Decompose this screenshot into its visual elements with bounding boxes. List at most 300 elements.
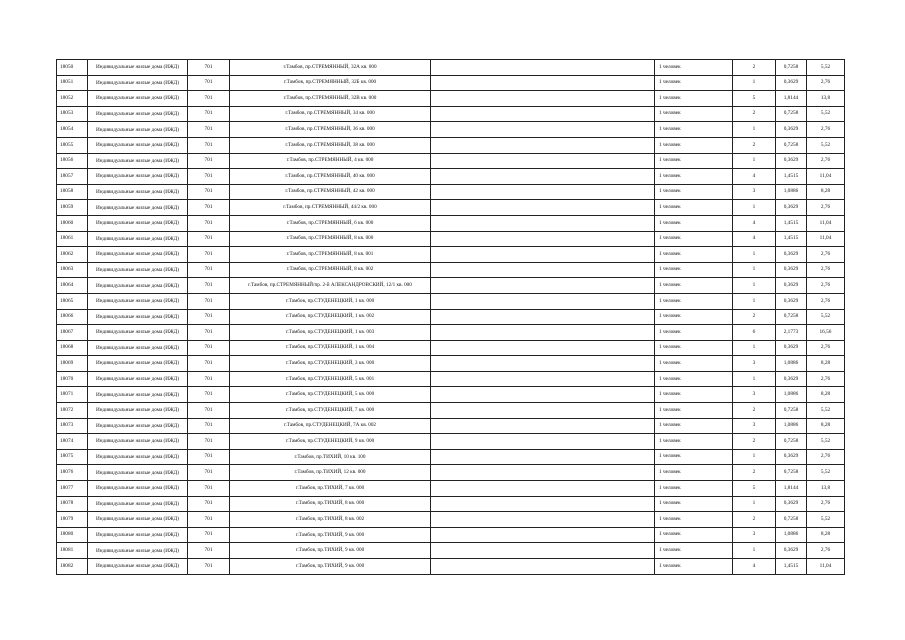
code-cell: 701	[188, 231, 230, 247]
account-number-cell: 18064	[57, 278, 88, 294]
address-cell: г.Тамбов, пр.ТИХИЙ, 12 кв. 000	[230, 465, 431, 481]
persons-count-cell: 1	[733, 247, 776, 263]
persons-count-cell: 4	[733, 231, 776, 247]
code-cell: 701	[188, 465, 230, 481]
amount-cell: 11,04	[807, 169, 845, 185]
address-cell: г.Тамбов, пр.ТИХИЙ, 10 кв. 100	[230, 449, 431, 465]
account-number-cell: 18061	[57, 231, 88, 247]
holder-cell: 1 человек	[655, 481, 733, 497]
holder-cell: 1 человек	[655, 122, 733, 138]
amount-cell: 5,52	[807, 512, 845, 528]
amount-cell: 16,56	[807, 325, 845, 341]
table-row	[57, 184, 845, 200]
address-cell: г.Тамбов, пр.СТРЕМЯННЫЙ, 8 кв. 001	[230, 247, 431, 263]
amount-cell: 2,76	[807, 200, 845, 216]
building-type-cell: Индивидуальные жилые дома (ИЖД)	[88, 137, 188, 153]
code-cell: 701	[188, 293, 230, 309]
amount-cell: 5,52	[807, 137, 845, 153]
holder-cell: 1 человек	[655, 371, 733, 387]
account-number-cell: 18070	[57, 371, 88, 387]
holder-cell: 1 человек	[655, 75, 733, 91]
account-number-cell: 18060	[57, 215, 88, 231]
holder-cell: 1 человек	[655, 527, 733, 543]
norm-volume-cell: 1,4515	[776, 169, 807, 185]
persons-count-cell: 5	[733, 481, 776, 497]
norm-volume-cell: 0,3629	[776, 543, 807, 559]
building-type-cell: Индивидуальные жилые дома (ИЖД)	[88, 231, 188, 247]
persons-count-cell: 3	[733, 387, 776, 403]
holder-cell: 1 человек	[655, 309, 733, 325]
building-type-cell: Индивидуальные жилые дома (ИЖД)	[88, 247, 188, 263]
building-type-cell: Индивидуальные жилые дома (ИЖД)	[88, 387, 188, 403]
norm-volume-cell: 0,7258	[776, 106, 807, 122]
account-number-cell: 18079	[57, 512, 88, 528]
address-cell: г.Тамбов, пр.СТРЕМЯННЫЙ, 42 кв. 000	[230, 184, 431, 200]
persons-count-cell: 1	[733, 371, 776, 387]
empty-cell	[431, 184, 655, 200]
persons-count-cell: 3	[733, 418, 776, 434]
holder-cell: 1 человек	[655, 278, 733, 294]
address-cell: г.Тамбов, пр.СТУДЕНЕЦКИЙ, 5 кв. 001	[230, 371, 431, 387]
amount-cell: 2,76	[807, 262, 845, 278]
amount-cell: 2,76	[807, 496, 845, 512]
table-row	[57, 496, 845, 512]
code-cell: 701	[188, 481, 230, 497]
code-cell: 701	[188, 137, 230, 153]
account-number-cell: 18053	[57, 106, 88, 122]
amount-cell: 8,28	[807, 356, 845, 372]
norm-volume-cell: 0,3629	[776, 496, 807, 512]
holder-cell: 1 человек	[655, 215, 733, 231]
address-cell: г.Тамбов, пр.ТИХИЙ, 8 кв. 000	[230, 496, 431, 512]
empty-cell	[431, 403, 655, 419]
table-row	[57, 481, 845, 497]
building-type-cell: Индивидуальные жилые дома (ИЖД)	[88, 309, 188, 325]
code-cell: 701	[188, 559, 230, 575]
address-cell: г.Тамбов, пр.СТРЕМЯННЫЙ, 6 кв. 000	[230, 215, 431, 231]
amount-cell: 8,28	[807, 527, 845, 543]
building-type-cell: Индивидуальные жилые дома (ИЖД)	[88, 169, 188, 185]
address-cell: г.Тамбов, пр.СТРЕМЯННЫЙ, 8 кв. 002	[230, 262, 431, 278]
table-row	[57, 122, 845, 138]
holder-cell: 1 человек	[655, 465, 733, 481]
empty-cell	[431, 527, 655, 543]
holder-cell: 1 человек	[655, 356, 733, 372]
address-cell: г.Тамбов, пр.СТУДЕНЕЦКИЙ, 7А кв. 002	[230, 418, 431, 434]
amount-cell: 5,52	[807, 60, 845, 76]
address-cell: г.Тамбов, пр.СТРЕМЯННЫЙ, 32Б кв. 000	[230, 75, 431, 91]
norm-volume-cell: 2,1773	[776, 325, 807, 341]
account-number-cell: 18058	[57, 184, 88, 200]
building-type-cell: Индивидуальные жилые дома (ИЖД)	[88, 75, 188, 91]
empty-cell	[431, 325, 655, 341]
building-type-cell: Индивидуальные жилые дома (ИЖД)	[88, 418, 188, 434]
address-cell: г.Тамбов, пр.СТУДЕНЕЦКИЙ, 9 кв. 000	[230, 434, 431, 450]
holder-cell: 1 человек	[655, 106, 733, 122]
table-row	[57, 215, 845, 231]
holder-cell: 1 человек	[655, 184, 733, 200]
code-cell: 701	[188, 527, 230, 543]
persons-count-cell: 3	[733, 356, 776, 372]
table-row	[57, 262, 845, 278]
table-row	[57, 169, 845, 185]
building-type-cell: Индивидуальные жилые дома (ИЖД)	[88, 106, 188, 122]
table-row	[57, 309, 845, 325]
persons-count-cell: 2	[733, 512, 776, 528]
building-type-cell: Индивидуальные жилые дома (ИЖД)	[88, 449, 188, 465]
table-row	[57, 403, 845, 419]
table-row	[57, 247, 845, 263]
norm-volume-cell: 0,3629	[776, 278, 807, 294]
holder-cell: 1 человек	[655, 449, 733, 465]
norm-volume-cell: 0,3629	[776, 122, 807, 138]
norm-volume-cell: 0,3629	[776, 293, 807, 309]
persons-count-cell: 4	[733, 169, 776, 185]
account-number-cell: 18073	[57, 418, 88, 434]
persons-count-cell: 1	[733, 340, 776, 356]
address-cell: г.Тамбов, пр.ТИХИЙ, 8 кв. 002	[230, 512, 431, 528]
code-cell: 701	[188, 356, 230, 372]
building-type-cell: Индивидуальные жилые дома (ИЖД)	[88, 262, 188, 278]
code-cell: 701	[188, 215, 230, 231]
account-number-cell: 18050	[57, 60, 88, 76]
amount-cell: 8,28	[807, 184, 845, 200]
norm-volume-cell: 0,3629	[776, 153, 807, 169]
code-cell: 701	[188, 184, 230, 200]
account-number-cell: 18075	[57, 449, 88, 465]
empty-cell	[431, 496, 655, 512]
norm-volume-cell: 1,0886	[776, 184, 807, 200]
building-type-cell: Индивидуальные жилые дома (ИЖД)	[88, 403, 188, 419]
persons-count-cell: 6	[733, 325, 776, 341]
code-cell: 701	[188, 278, 230, 294]
table-row	[57, 340, 845, 356]
table-row	[57, 465, 845, 481]
empty-cell	[431, 559, 655, 575]
building-type-cell: Индивидуальные жилые дома (ИЖД)	[88, 340, 188, 356]
table-row	[57, 60, 845, 76]
account-number-cell: 18056	[57, 153, 88, 169]
empty-cell	[431, 340, 655, 356]
norm-volume-cell: 0,7258	[776, 512, 807, 528]
persons-count-cell: 1	[733, 153, 776, 169]
norm-volume-cell: 0,3629	[776, 200, 807, 216]
code-cell: 701	[188, 340, 230, 356]
norm-volume-cell: 0,7258	[776, 403, 807, 419]
holder-cell: 1 человек	[655, 403, 733, 419]
holder-cell: 1 человек	[655, 169, 733, 185]
table-row	[57, 371, 845, 387]
registry-table	[56, 59, 845, 575]
account-number-cell: 18065	[57, 293, 88, 309]
persons-count-cell: 2	[733, 309, 776, 325]
address-cell: г.Тамбов, пр.СТРЕМЯННЫЙ, 8 кв. 000	[230, 231, 431, 247]
norm-volume-cell: 1,8144	[776, 481, 807, 497]
address-cell: г.Тамбов, пр.СТУДЕНЕЦКИЙ, 1 кв. 000	[230, 293, 431, 309]
persons-count-cell: 2	[733, 465, 776, 481]
address-cell: г.Тамбов, пр.ТИХИЙ, 9 кв. 000	[230, 559, 431, 575]
account-number-cell: 18076	[57, 465, 88, 481]
address-cell: г.Тамбов, пр.СТУДЕНЕЦКИЙ, 5 кв. 000	[230, 387, 431, 403]
amount-cell: 5,52	[807, 403, 845, 419]
building-type-cell: Индивидуальные жилые дома (ИЖД)	[88, 465, 188, 481]
holder-cell: 1 человек	[655, 512, 733, 528]
amount-cell: 2,76	[807, 247, 845, 263]
holder-cell: 1 человек	[655, 200, 733, 216]
empty-cell	[431, 247, 655, 263]
empty-cell	[431, 434, 655, 450]
account-number-cell: 18057	[57, 169, 88, 185]
norm-volume-cell: 1,4515	[776, 215, 807, 231]
amount-cell: 5,52	[807, 434, 845, 450]
amount-cell: 13,8	[807, 481, 845, 497]
empty-cell	[431, 153, 655, 169]
empty-cell	[431, 200, 655, 216]
holder-cell: 1 человек	[655, 418, 733, 434]
building-type-cell: Индивидуальные жилые дома (ИЖД)	[88, 60, 188, 76]
norm-volume-cell: 0,3629	[776, 449, 807, 465]
table-row	[57, 418, 845, 434]
address-cell: г.Тамбов, пр.СТРЕМЯННЫЙ/пр. 2-й АЛЕКСАНДРОВСКИЙ, 12/1 кв. 000	[230, 278, 431, 294]
amount-cell: 2,76	[807, 153, 845, 169]
amount-cell: 5,52	[807, 465, 845, 481]
empty-cell	[431, 215, 655, 231]
amount-cell: 8,28	[807, 418, 845, 434]
empty-cell	[431, 106, 655, 122]
account-number-cell: 18059	[57, 200, 88, 216]
table-row	[57, 527, 845, 543]
code-cell: 701	[188, 169, 230, 185]
account-number-cell: 18074	[57, 434, 88, 450]
empty-cell	[431, 387, 655, 403]
empty-cell	[431, 122, 655, 138]
building-type-cell: Индивидуальные жилые дома (ИЖД)	[88, 91, 188, 107]
persons-count-cell: 1	[733, 75, 776, 91]
code-cell: 701	[188, 543, 230, 559]
holder-cell: 1 человек	[655, 91, 733, 107]
norm-volume-cell: 1,4515	[776, 559, 807, 575]
persons-count-cell: 1	[733, 262, 776, 278]
code-cell: 701	[188, 247, 230, 263]
empty-cell	[431, 309, 655, 325]
amount-cell: 11,04	[807, 231, 845, 247]
account-number-cell: 18069	[57, 356, 88, 372]
persons-count-cell: 1	[733, 200, 776, 216]
table-row	[57, 106, 845, 122]
persons-count-cell: 4	[733, 559, 776, 575]
building-type-cell: Индивидуальные жилые дома (ИЖД)	[88, 527, 188, 543]
empty-cell	[431, 293, 655, 309]
building-type-cell: Индивидуальные жилые дома (ИЖД)	[88, 153, 188, 169]
empty-cell	[431, 543, 655, 559]
persons-count-cell: 1	[733, 543, 776, 559]
amount-cell: 2,76	[807, 75, 845, 91]
table-row	[57, 278, 845, 294]
persons-count-cell: 1	[733, 122, 776, 138]
norm-volume-cell: 0,3629	[776, 340, 807, 356]
amount-cell: 13,8	[807, 91, 845, 107]
table-row	[57, 200, 845, 216]
building-type-cell: Индивидуальные жилые дома (ИЖД)	[88, 559, 188, 575]
building-type-cell: Индивидуальные жилые дома (ИЖД)	[88, 293, 188, 309]
address-cell: г.Тамбов, пр.ТИХИЙ, 9 кв. 000	[230, 527, 431, 543]
code-cell: 701	[188, 449, 230, 465]
building-type-cell: Индивидуальные жилые дома (ИЖД)	[88, 356, 188, 372]
holder-cell: 1 человек	[655, 60, 733, 76]
holder-cell: 1 человек	[655, 137, 733, 153]
amount-cell: 11,04	[807, 559, 845, 575]
holder-cell: 1 человек	[655, 153, 733, 169]
persons-count-cell: 2	[733, 106, 776, 122]
table-row	[57, 559, 845, 575]
norm-volume-cell: 0,3629	[776, 247, 807, 263]
address-cell: г.Тамбов, пр.СТУДЕНЕЦКИЙ, 3 кв. 000	[230, 356, 431, 372]
account-number-cell: 18051	[57, 75, 88, 91]
norm-volume-cell: 1,8144	[776, 91, 807, 107]
address-cell: г.Тамбов, пр.ТИХИЙ, 9 кв. 000	[230, 543, 431, 559]
address-cell: г.Тамбов, пр.СТРЕМЯННЫЙ, 44/2 кв. 000	[230, 200, 431, 216]
norm-volume-cell: 0,7258	[776, 60, 807, 76]
empty-cell	[431, 60, 655, 76]
table-row	[57, 512, 845, 528]
account-number-cell: 18080	[57, 527, 88, 543]
code-cell: 701	[188, 496, 230, 512]
account-number-cell: 18071	[57, 387, 88, 403]
holder-cell: 1 человек	[655, 543, 733, 559]
table-row	[57, 293, 845, 309]
norm-volume-cell: 1,0886	[776, 418, 807, 434]
code-cell: 701	[188, 434, 230, 450]
building-type-cell: Индивидуальные жилые дома (ИЖД)	[88, 481, 188, 497]
address-cell: г.Тамбов, пр.СТУДЕНЕЦКИЙ, 1 кв. 002	[230, 309, 431, 325]
table-row	[57, 434, 845, 450]
empty-cell	[431, 91, 655, 107]
code-cell: 701	[188, 403, 230, 419]
persons-count-cell: 2	[733, 137, 776, 153]
holder-cell: 1 человек	[655, 325, 733, 341]
amount-cell: 5,52	[807, 106, 845, 122]
empty-cell	[431, 465, 655, 481]
persons-count-cell: 1	[733, 293, 776, 309]
empty-cell	[431, 481, 655, 497]
account-number-cell: 18055	[57, 137, 88, 153]
holder-cell: 1 человек	[655, 559, 733, 575]
amount-cell: 2,76	[807, 278, 845, 294]
empty-cell	[431, 231, 655, 247]
persons-count-cell: 3	[733, 527, 776, 543]
table-row	[57, 75, 845, 91]
code-cell: 701	[188, 91, 230, 107]
account-number-cell: 18054	[57, 122, 88, 138]
account-number-cell: 18052	[57, 91, 88, 107]
persons-count-cell: 4	[733, 215, 776, 231]
account-number-cell: 18068	[57, 340, 88, 356]
code-cell: 701	[188, 418, 230, 434]
address-cell: г.Тамбов, пр.СТУДЕНЕЦКИЙ, 1 кв. 004	[230, 340, 431, 356]
address-cell: г.Тамбов, пр.СТРЕМЯННЫЙ, 32А кв. 000	[230, 60, 431, 76]
table-row	[57, 387, 845, 403]
amount-cell: 2,76	[807, 340, 845, 356]
holder-cell: 1 человек	[655, 340, 733, 356]
norm-volume-cell: 0,7258	[776, 309, 807, 325]
code-cell: 701	[188, 153, 230, 169]
holder-cell: 1 человек	[655, 434, 733, 450]
holder-cell: 1 человек	[655, 247, 733, 263]
building-type-cell: Индивидуальные жилые дома (ИЖД)	[88, 543, 188, 559]
account-number-cell: 18078	[57, 496, 88, 512]
amount-cell: 5,52	[807, 309, 845, 325]
amount-cell: 8,28	[807, 387, 845, 403]
building-type-cell: Индивидуальные жилые дома (ИЖД)	[88, 434, 188, 450]
norm-volume-cell: 1,0886	[776, 387, 807, 403]
amount-cell: 2,76	[807, 543, 845, 559]
building-type-cell: Индивидуальные жилые дома (ИЖД)	[88, 512, 188, 528]
code-cell: 701	[188, 75, 230, 91]
norm-volume-cell: 0,3629	[776, 262, 807, 278]
empty-cell	[431, 75, 655, 91]
persons-count-cell: 2	[733, 403, 776, 419]
empty-cell	[431, 356, 655, 372]
persons-count-cell: 2	[733, 434, 776, 450]
norm-volume-cell: 1,0886	[776, 527, 807, 543]
building-type-cell: Индивидуальные жилые дома (ИЖД)	[88, 278, 188, 294]
address-cell: г.Тамбов, пр.СТРЕМЯННЫЙ, 40 кв. 000	[230, 169, 431, 185]
address-cell: г.Тамбов, пр.СТРЕМЯННЫЙ, 4 кв. 000	[230, 153, 431, 169]
persons-count-cell: 5	[733, 91, 776, 107]
code-cell: 701	[188, 200, 230, 216]
address-cell: г.Тамбов, пр.ТИХИЙ, 7 кв. 000	[230, 481, 431, 497]
table-row	[57, 356, 845, 372]
code-cell: 701	[188, 387, 230, 403]
code-cell: 701	[188, 512, 230, 528]
amount-cell: 2,76	[807, 122, 845, 138]
empty-cell	[431, 449, 655, 465]
address-cell: г.Тамбов, пр.СТРЕМЯННЫЙ, 32В кв. 000	[230, 91, 431, 107]
empty-cell	[431, 262, 655, 278]
building-type-cell: Индивидуальные жилые дома (ИЖД)	[88, 122, 188, 138]
empty-cell	[431, 137, 655, 153]
building-type-cell: Индивидуальные жилые дома (ИЖД)	[88, 215, 188, 231]
persons-count-cell: 3	[733, 184, 776, 200]
account-number-cell: 18082	[57, 559, 88, 575]
persons-count-cell: 2	[733, 60, 776, 76]
table-row	[57, 137, 845, 153]
address-cell: г.Тамбов, пр.СТРЕМЯННЫЙ, 38 кв. 000	[230, 137, 431, 153]
building-type-cell: Индивидуальные жилые дома (ИЖД)	[88, 371, 188, 387]
persons-count-cell: 1	[733, 449, 776, 465]
norm-volume-cell: 0,3629	[776, 75, 807, 91]
registry-table-body	[57, 60, 845, 575]
table-row	[57, 153, 845, 169]
holder-cell: 1 человек	[655, 293, 733, 309]
table-row	[57, 543, 845, 559]
empty-cell	[431, 278, 655, 294]
code-cell: 701	[188, 309, 230, 325]
empty-cell	[431, 371, 655, 387]
amount-cell: 11,04	[807, 215, 845, 231]
account-number-cell: 18062	[57, 247, 88, 263]
amount-cell: 2,76	[807, 449, 845, 465]
table-row	[57, 325, 845, 341]
account-number-cell: 18066	[57, 309, 88, 325]
code-cell: 701	[188, 325, 230, 341]
code-cell: 701	[188, 371, 230, 387]
norm-volume-cell: 0,7258	[776, 465, 807, 481]
address-cell: г.Тамбов, пр.СТУДЕНЕЦКИЙ, 7 кв. 000	[230, 403, 431, 419]
persons-count-cell: 1	[733, 496, 776, 512]
code-cell: 701	[188, 122, 230, 138]
code-cell: 701	[188, 262, 230, 278]
